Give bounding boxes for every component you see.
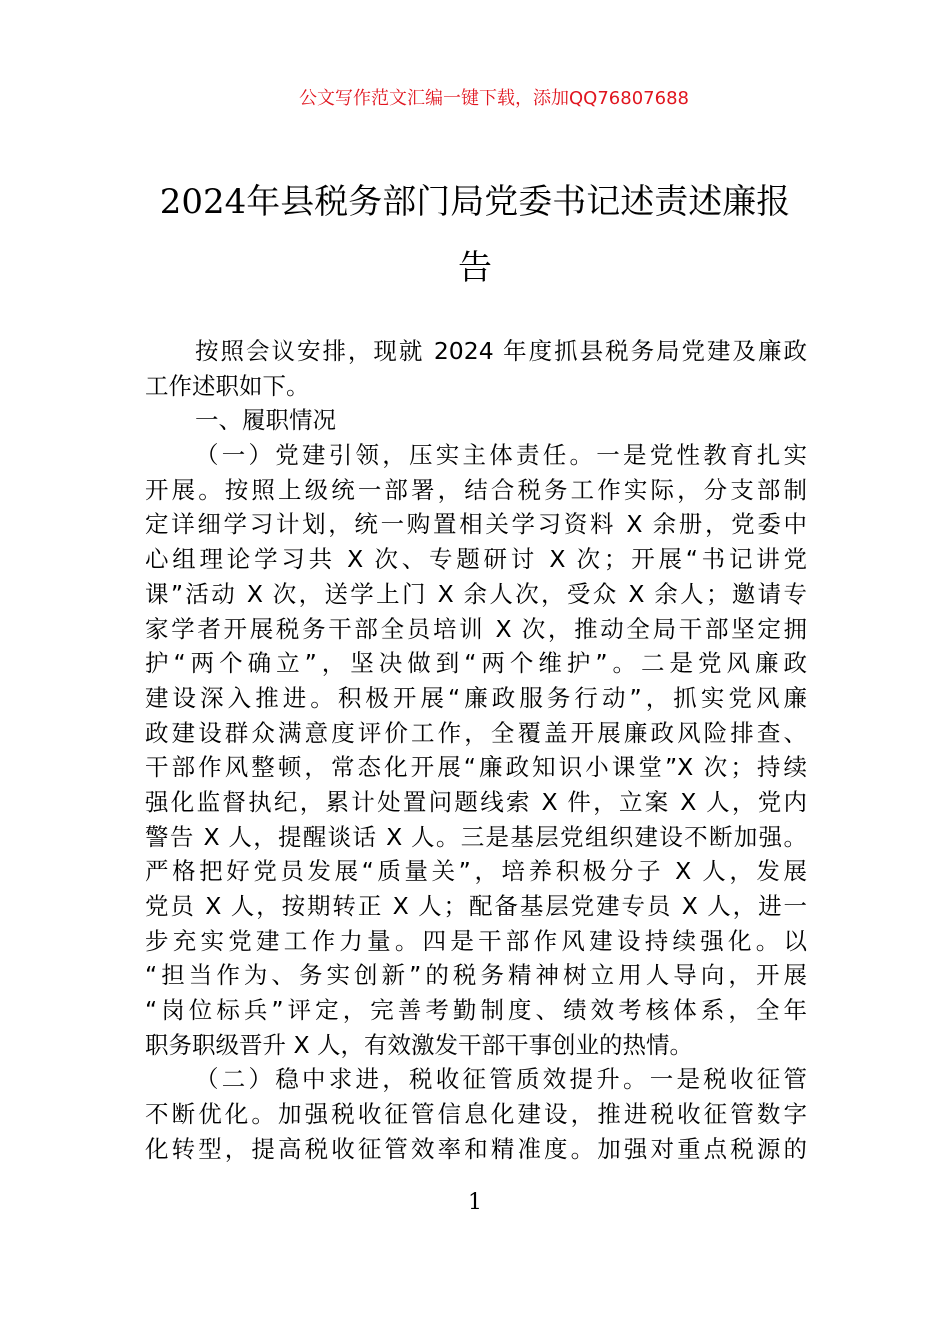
document-title: 2024年县税务部门局党委书记述责述廉报 bbox=[159, 182, 791, 222]
body-line: （一）党建引领，压实主体责任。一是党性教育扎实 bbox=[195, 441, 807, 470]
body-line: 警告 X 人，提醒谈话 X 人。三是基层党组织建设不断加强。 bbox=[145, 822, 807, 851]
body-line: 护“两个确立”，坚决做到“两个维护”。二是党风廉政 bbox=[145, 649, 807, 678]
body-line: 政建设群众满意度评价工作，全覆盖开展廉政风险排查、 bbox=[145, 718, 807, 747]
body-line: 不断优化。加强税收征管信息化建设，推进税收征管数字 bbox=[145, 1100, 807, 1129]
body-line: “担当作为、务实创新”的税务精神树立用人导向，开展 bbox=[145, 961, 807, 990]
body-line: 工作述职如下。 bbox=[145, 371, 310, 400]
page-number: 1 bbox=[468, 1190, 482, 1215]
body-line: 干部作风整顿，常态化开展“廉政知识小课堂”X 次；持续 bbox=[145, 753, 807, 782]
body-line: 课”活动 X 次，送学上门 X 余人次，受众 X 余人；邀请专 bbox=[145, 579, 807, 608]
body-line: 心组理论学习共 X 次、专题研讨 X 次；开展“书记讲党 bbox=[145, 545, 807, 574]
document-body bbox=[145, 334, 807, 1167]
body-line: 建设深入推进。积极开展“廉政服务行动”，抓实党风廉 bbox=[145, 683, 807, 712]
body-line: 化转型，提高税收征管效率和精准度。加强对重点税源的 bbox=[145, 1134, 807, 1163]
body-line: “岗位标兵”评定，完善考勤制度、绩效考核体系，全年 bbox=[145, 996, 807, 1025]
body-line: 按照会议安排，现就 2024 年度抓县税务局党建及廉政 bbox=[195, 337, 807, 365]
body-line: 开展。按照上级统一部署，结合税务工作实际，分支部制 bbox=[145, 475, 807, 504]
body-line: 严格把好党员发展“质量关”，培养积极分子 X 人，发展 bbox=[145, 857, 807, 886]
document-title-continued: 告 bbox=[458, 248, 492, 288]
watermark-text: 公文写作范文汇编一键下载，添加QQ76807688 bbox=[299, 88, 689, 109]
body-line: 职务职级晋升 X 人，有效激发干部干事创业的热情。 bbox=[145, 1030, 694, 1059]
body-line: 定详细学习计划，统一购置相关学习资料 X 余册，党委中 bbox=[145, 510, 807, 539]
section-heading: 一、履职情况 bbox=[195, 406, 336, 435]
body-line: 强化监督执纪，累计处置问题线索 X 件，立案 X 人，党内 bbox=[145, 787, 807, 816]
body-line: （二）稳中求进，税收征管质效提升。一是税收征管 bbox=[195, 1065, 807, 1094]
body-line: 步充实党建工作力量。四是干部作风建设持续强化。以 bbox=[145, 926, 807, 955]
body-line: 家学者开展税务干部全员培训 X 次，推动全局干部坚定拥 bbox=[145, 614, 807, 643]
body-line: 党员 X 人，按期转正 X 人；配备基层党建专员 X 人，进一 bbox=[145, 892, 807, 920]
